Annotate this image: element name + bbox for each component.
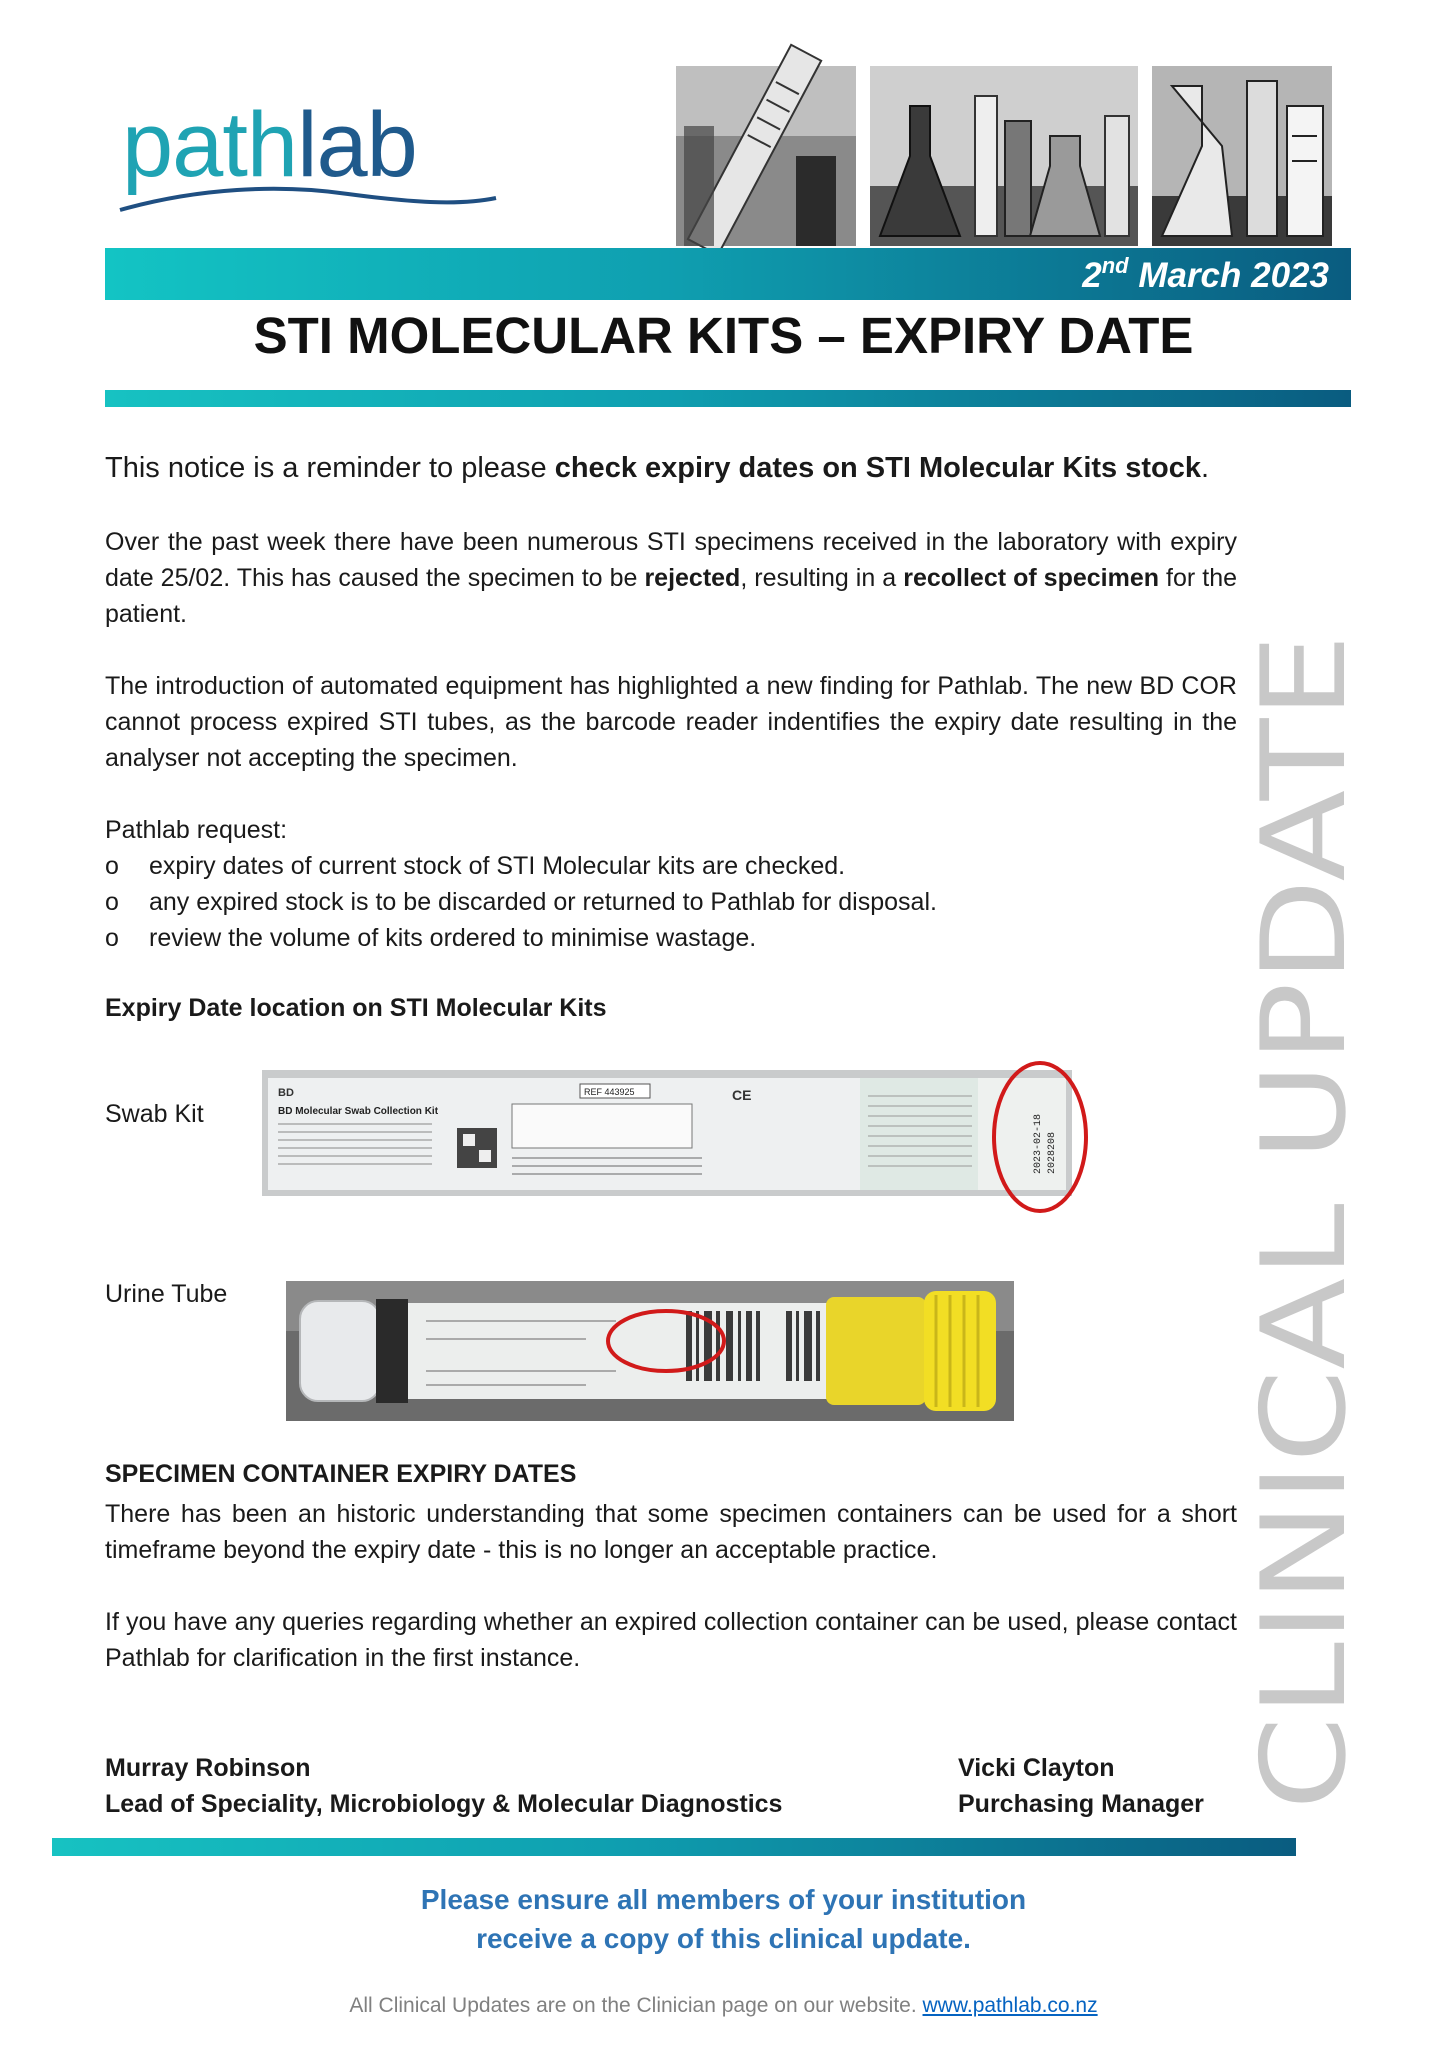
- footer: [0, 1994, 1447, 2018]
- distribution-note-line1: Please ensure all members of your institution: [420, 1884, 1027, 1915]
- intro-paragraph: This notice is a reminder to please check expiry dates on STI Molecular Kits stock.: [105, 452, 1210, 484]
- distribution-note-line2: receive a copy of this clinical update.: [476, 1923, 971, 1954]
- lab-glassware-photo-1: [676, 66, 856, 246]
- urine-tube-label: Urine Tube: [105, 1280, 228, 1308]
- svg-text:CE: CE: [732, 1087, 752, 1103]
- lab-glassware-photo-3: [1152, 66, 1332, 246]
- signatory-role-left: Lead of Speciality, Microbiology & Molecular Diagnostics: [105, 1790, 783, 1818]
- pathlab-logo: [118, 90, 498, 220]
- signatory-name-left: Murray Robinson: [105, 1754, 311, 1782]
- signatory-role-right: Purchasing Manager: [958, 1790, 1204, 1818]
- logo-swoosh-icon: [118, 180, 498, 220]
- historic-practice-paragraph: There has been an historic understanding that some specimen containers can be used for a short timeframe beyond the expiry date - this is no longer an acceptable practice.: [105, 1500, 1237, 1564]
- urine-expiry-highlight-circle: [604, 1305, 728, 1377]
- queries-paragraph: If you have any queries regarding whether an expired collection container can be used, please contact Pathlab for clarification in the first instance.: [105, 1608, 1237, 1672]
- swab-brand-text: BD: [278, 1087, 294, 1099]
- website-link[interactable]: www.pathlab.co.nz: [922, 1994, 1098, 2017]
- rejection-paragraph: Over the past week there have been numerous STI specimens received in the laboratory with expiry date 25/02. This has caused the specimen to be rejected, resulting in a recollect of specimen for the patient.: [105, 528, 1237, 628]
- swab-ref-text: REF 443925: [584, 1087, 635, 1097]
- issue-date: 2nd March 2023: [1082, 253, 1329, 295]
- logo-lab-text: lab: [297, 94, 417, 196]
- swab-expiry-text: 2023-02-18: [1033, 1113, 1044, 1174]
- request-item: o review the volume of kits ordered to minimise wastage.: [105, 924, 757, 952]
- footer-divider: [52, 1838, 1296, 1856]
- specimen-expiry-heading: SPECIMEN CONTAINER EXPIRY DATES: [105, 1460, 577, 1488]
- swab-product-text: BD Molecular Swab Collection Kit: [278, 1106, 439, 1117]
- swab-expiry-highlight-circle: [988, 1058, 1092, 1216]
- side-label-text: CLINICAL UPDATE: [1237, 790, 1372, 1810]
- request-item: o any expired stock is to be discarded or returned to Pathlab for disposal.: [105, 888, 937, 916]
- request-item: o expiry dates of current stock of STI Molecular kits are checked.: [105, 852, 846, 880]
- swab-kit-photo: [262, 1066, 1072, 1198]
- logo-path-text: path: [122, 94, 298, 196]
- swab-lot-text: 2028208: [1047, 1131, 1058, 1174]
- title-divider: [105, 390, 1351, 407]
- signatory-name-right: Vicki Clayton: [958, 1754, 1115, 1782]
- lab-glassware-photo-2: [870, 66, 1138, 246]
- request-label: Pathlab request:: [105, 816, 288, 844]
- expiry-location-heading: Expiry Date location on STI Molecular Kits: [105, 994, 607, 1022]
- swab-kit-label: Swab Kit: [105, 1100, 204, 1128]
- footer-text: All Clinical Updates are on the Clinician page on our website.: [349, 1994, 923, 2017]
- clinical-update-side-label: [1237, 630, 1372, 1810]
- date-banner: [105, 248, 1351, 300]
- page-title: STI MOLECULAR KITS – EXPIRY DATE: [253, 307, 1194, 364]
- automation-paragraph: The introduction of automated equipment has highlighted a new finding for Pathlab. The new BD COR cannot process expired STI tubes, as the barcode reader indentifies the expiry date resulting in the analyser not accepting the specimen.: [105, 672, 1237, 772]
